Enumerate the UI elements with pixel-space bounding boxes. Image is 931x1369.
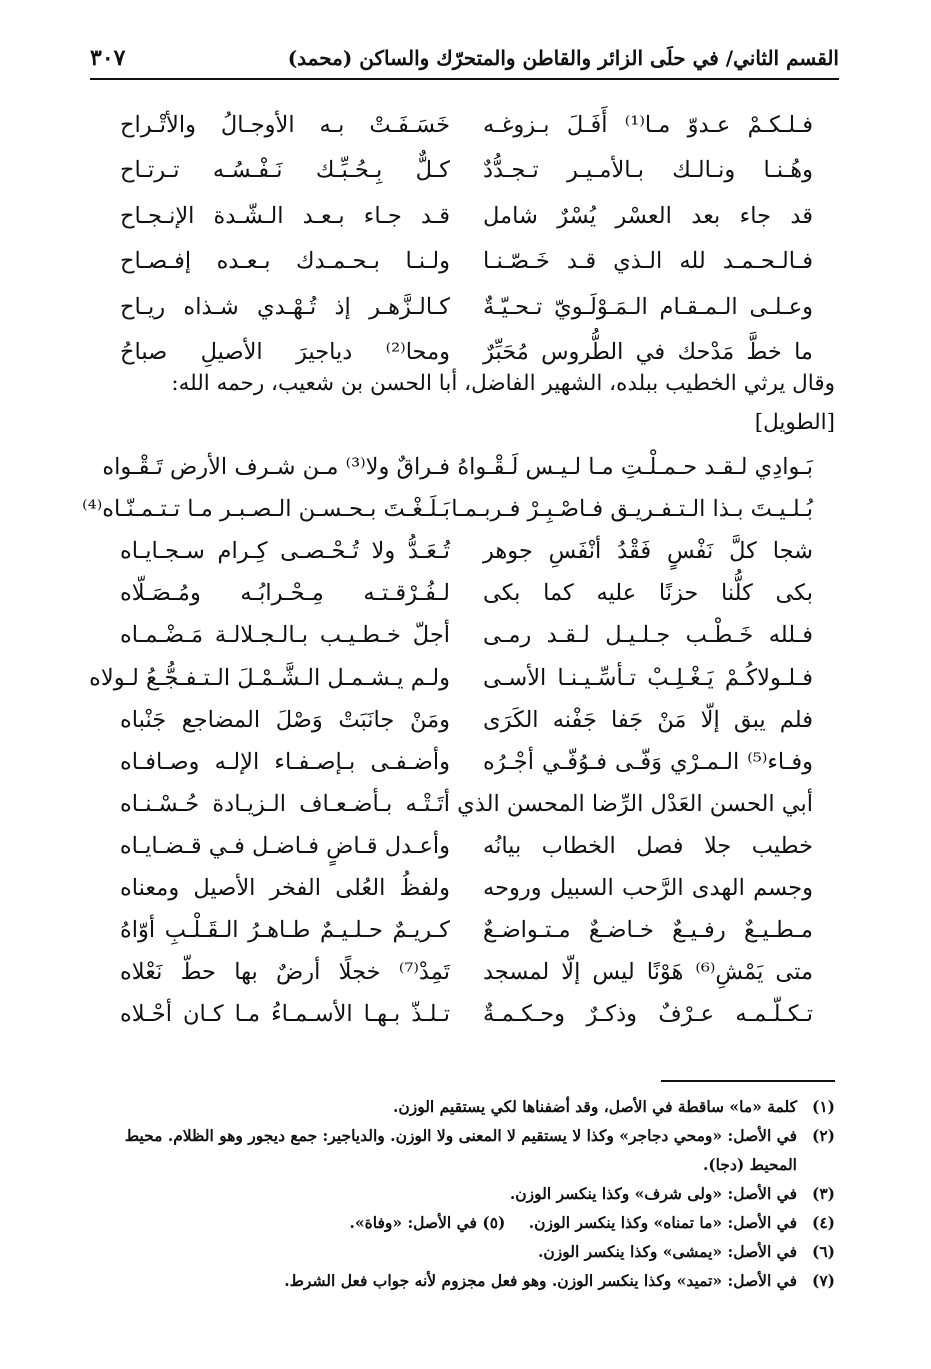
second-hemistich: لـفُـرْقـتـه مِـحْـرابُـه ومُـصَـلّاه [120,580,450,607]
verse [120,530,813,572]
verse [120,783,813,825]
footnote [90,1208,835,1237]
footnote-rule [661,1080,835,1082]
header-rule [90,78,839,80]
first-hemistich: بَـوادِي لـقـد حـمـلْـتِ مـا لـيـس لَـقْـواهُ [457,454,813,481]
footnote-text-pair [90,1208,797,1237]
footnote [90,1121,835,1179]
footnote [90,1092,835,1121]
second-hemistich: ولـم يـشـمـل الـشَّـمْـلَ الـتـفـجُّـعُ لـولاه [89,664,450,691]
second-hemistich: أجلّ خـطـيـب بـالـجـلالـة مَـضْـمـاه [120,622,450,649]
second-hemistich: خَسَـفَـتْ بـه الأوجـالُ والأتْـراح [120,111,450,138]
second-hemistich: ولفظُ العُلى الفخر الأصيل ومعناه [120,874,450,901]
first-hemistich: فـلله خَـطْـب جـلـيـل لـقـد رمـى [483,622,813,649]
verse [89,656,813,698]
first-hemistich: وعـلـى الـمـقـام الـمَـوْلَـويّ تـحـيّـةٌ [483,293,813,320]
verse [120,699,813,741]
verse [120,572,813,614]
verse [120,148,813,194]
verse [120,741,813,783]
footnote-number: (١) [811,1097,835,1116]
poem-tawil [82,446,813,1035]
verse [120,867,813,909]
verse [120,993,813,1035]
footnote-number: (٢) [811,1126,835,1145]
first-hemistich: خطيب جلا فصل الخطاب بيانُه [483,832,813,859]
second-hemistich: فـراقٌ ولا⁽³⁾ مـن شـرف الأرض تَـقْـواه [102,454,450,481]
verse [120,193,813,239]
first-hemistich: فلم يبق إلّا مَنْ جَفا جَفْنه الكَرَى [483,706,813,733]
first-hemistich: قد جاء بعد العسْر يُسْرٌ شامل [483,202,813,229]
footnote-number: (٤) [811,1213,835,1232]
footnote-text: في الأصل: «تميد» وكذا ينكسر الوزن. وهو فعل مجزوم لأنه جواب فعل الشرط. [284,1271,797,1290]
footnote-number: (٧) [811,1271,835,1290]
first-hemistich: أبي الحسن العَدْل الرِّضا المحسن الذي [457,790,813,817]
verse [102,446,813,488]
second-hemistich: تُـعَـدُّ ولا تُـحْـصـى كِـرام سـجـايـاه [120,538,450,565]
second-hemistich: كـلٌّ بِـحُـبِّـك نَـفْـسُـه تـرتـاح [120,157,450,184]
second-hemistich: تَمِدْ⁽⁷⁾ خجلًا أرضٌ بها حطّ نَعْلاه [120,959,450,986]
first-hemistich: وهُـنـا ونـالـك بـالأمـيـر تـجـدُّدٌ [483,157,813,184]
footnote-number: (٣) [811,1184,835,1203]
second-hemistich: بَـلَـغْـتَ بـحـسـن الـصـبـر مـا تـتـمـنّـاه⁽⁴⁾ [82,496,450,523]
footnote-text: في الأصل: «ومحي دجاجر» وكذا لا يستقيم لا المعنى ولا الوزن. والدياجير: جمع ديجور وهو الظلام. محيط المحيط (دجا). [124,1126,797,1174]
verse [120,284,813,330]
first-hemistich: فـلـولاكُـمْ يَـغْـلِـبْ تـأسِّـيـنـا الأسـى [483,664,813,691]
verse [120,825,813,867]
second-hemistich: أتَـتْـه بـأضـعـاف الـزيـادة حُـسْـنـاه [120,790,450,817]
second-hemistich: ولـنـا بـحـمـدك بـعـده إفـصـاح [120,248,450,275]
meter-label: [الطويل] [754,410,835,435]
verse [120,102,813,148]
running-header [90,40,839,76]
footnote-text: في الأصل: «وفاة». [349,1213,477,1232]
verse [120,951,813,993]
second-hemistich: قـد جـاء بـعـد الـشّـدة الإنـجـاح [120,202,450,229]
second-hemistich: ومَنْ جانَبَتْ وَصْلَ المضاجع جَنْباه [120,706,450,733]
first-hemistich: فـلـكـمْ عـدوّ مـا⁽¹⁾ أَفَـلَ بـزوغـه [483,111,813,138]
verse [82,488,813,530]
footnote [90,1266,835,1295]
first-hemistich: ما خطَّ مَدْحك في الطُّروس مُحَبِّرٌ [483,339,813,366]
footnote-number: (٦) [811,1242,835,1261]
first-hemistich: وجسم الهدى الرَّحب السبيل وروحه [483,874,813,901]
verse [120,239,813,285]
footnote-number: (٥) [482,1213,506,1232]
footnote-text: في الأصل: «يمشى» وكذا ينكسر الوزن. [537,1242,797,1261]
footnote-text: كلمة «ما» ساقطة في الأصل، وقد أضفناها لكي يستقيم الوزن. [392,1097,797,1116]
first-hemistich: فـالـحـمـد لله الـذي قـد خَـصّـنـا [483,248,813,275]
second-hemistich: وأضـفـى بـإصـفـاء الإلـه وصـافـاه [120,748,450,775]
second-hemistich: وأعـدل قـاضٍ فـاضـل فـي قـضـايـاه [119,832,450,859]
first-hemistich: متى يَمْشِ⁽⁶⁾ هَوْنًا ليس إلّا لمسجد [483,959,813,986]
first-hemistich: بكى كلُّنا حزنًا عليه كما بكى [483,580,813,607]
second-hemistich: كـالـزَّهـر إذ تُـهْـدي شـذاه ريـاح [120,293,450,320]
verse [120,909,813,951]
first-hemistich: شجا كلَّ نَفْسٍ فَقْدُ أنْفَسِ جوهر [483,538,813,565]
first-hemistich: وفـاء⁽⁵⁾ الـمـرْي وَفّـى فـوُفّـي أجْـرُه [483,748,813,775]
first-hemistich: مـطـيـعٌ رفـيـعٌ خـاضـعٌ مـتـواضـعٌ [483,917,813,944]
second-hemistich: كـريـمٌ حـلـيـمٌ طـاهـرُ الـقَـلْـبِ أوّاهُ [120,917,450,944]
second-hemistich: تـلـذّ بـهـا الأسـمـاءُ مـا كـان أحْـلاه [120,1001,450,1028]
footnote-text: في الأصل: «ولى شرف» وكذا ينكسر الوزن. [509,1184,797,1203]
footnote [90,1179,835,1208]
first-hemistich: بُـلـيـتَ بـذا الـتـفـريـق فـاصْـبِـرْ فـربـمـا [451,496,813,523]
poem-kamil [120,102,813,375]
footnote-text: في الأصل: «ما تمناه» وكذا ينكسر الوزن. [528,1213,797,1232]
footnotes [90,1092,835,1295]
first-hemistich: تـكـلّـمـه عـرْفٌ وذكـرٌ وحـكـمـةٌ [483,1001,813,1028]
footnote [90,1237,835,1266]
prose-intro: وقال يرثي الخطيب ببلده، الشهير الفاضل، أبا الحسن بن شعيب، رحمه الله: [171,371,835,396]
section-title: القسم الثاني/ في حلَى الزائر والقاطن والمتحرّك والساكن (محمد) [287,46,839,70]
verse [120,614,813,656]
second-hemistich: ومحا⁽²⁾ دياجيرَ الأصيلِ صباحُ [120,339,450,366]
page-number: ٣٠٧ [90,45,126,71]
